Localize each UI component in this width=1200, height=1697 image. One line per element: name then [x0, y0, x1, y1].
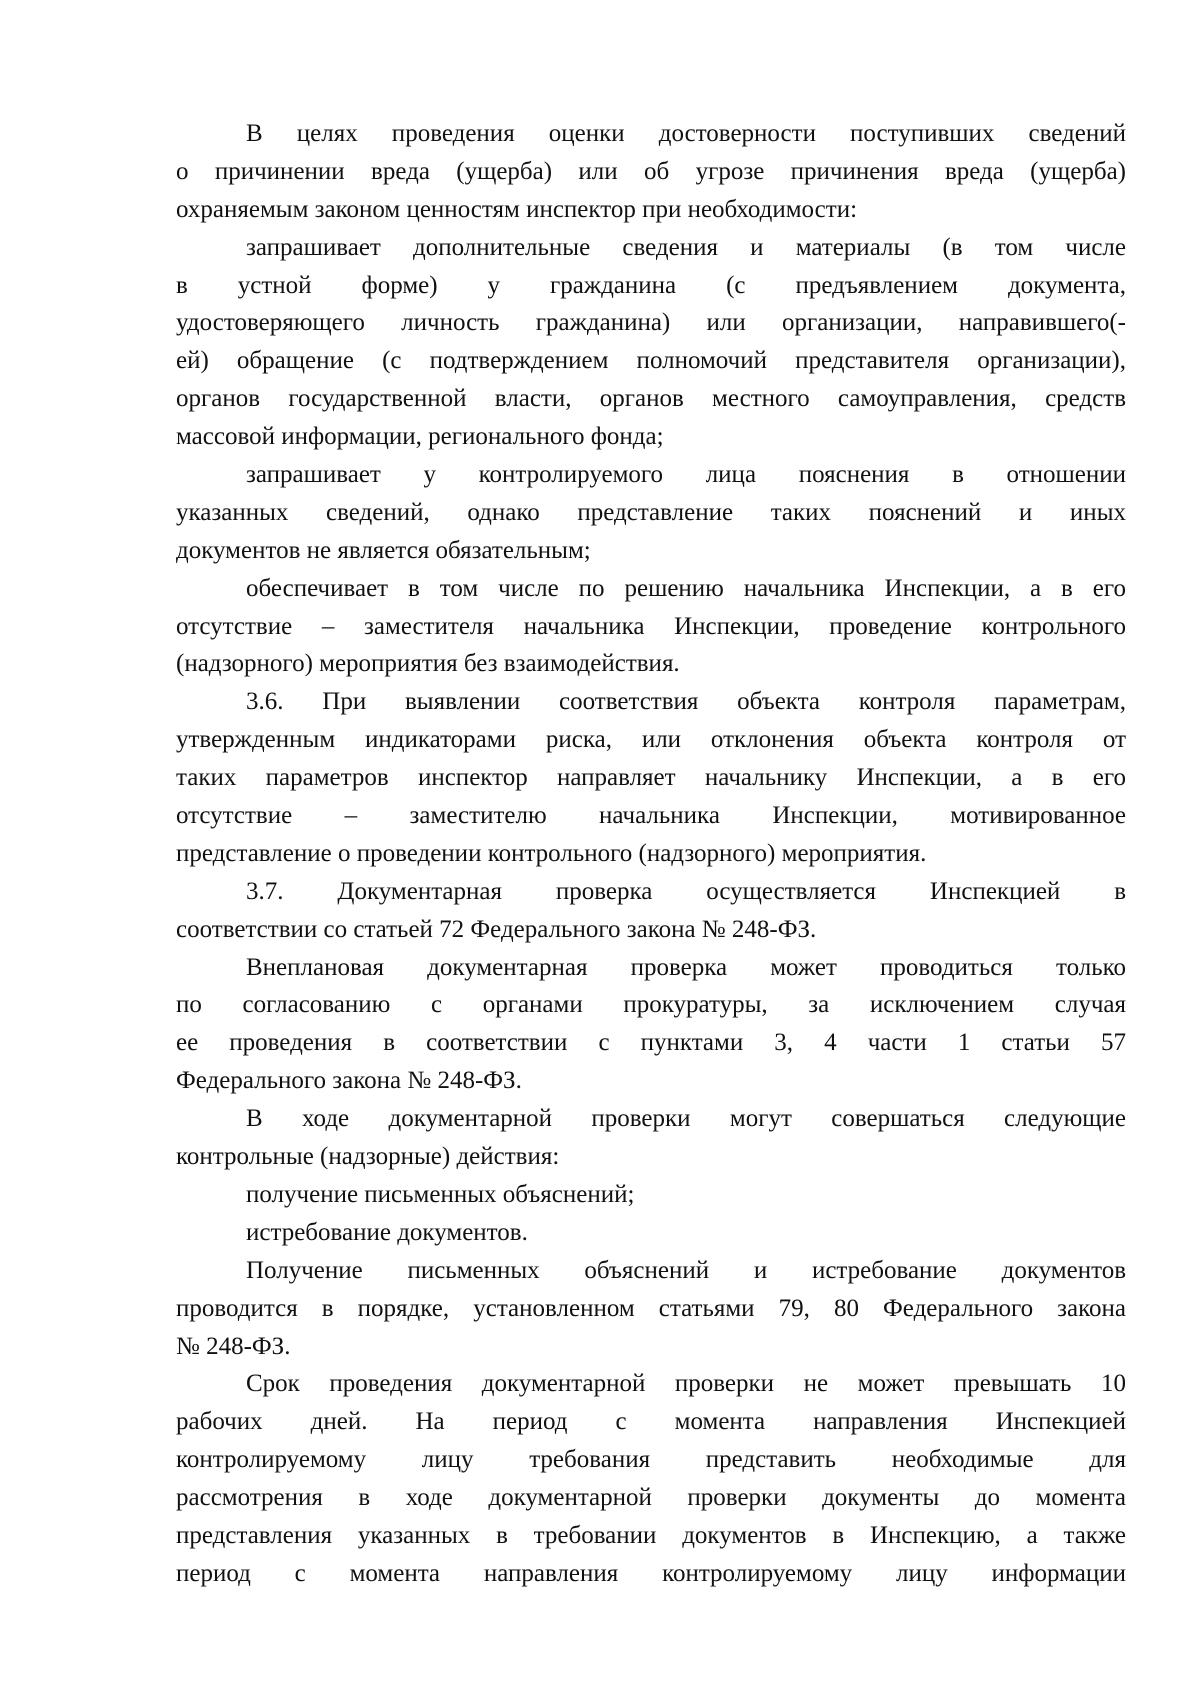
text-line: по согласованию с органами прокуратуры, за исключением случая: [176, 991, 1126, 1019]
text-line: указанных сведений, однако представление таких пояснений и иных: [176, 498, 1126, 526]
text-line: отсутствие – заместителя начальника Инспекции, проведение контрольного: [176, 612, 1126, 640]
text-line: Федерального закона № 248-ФЗ.: [176, 1067, 522, 1095]
text-line: получение письменных объяснений;: [246, 1180, 635, 1208]
text-line: в устной форме) у гражданина (с предъявлением документа,: [176, 271, 1126, 299]
text-line: рабочих дней. На период с момента направления Инспекцией: [176, 1408, 1126, 1436]
text-line: истребование документов.: [246, 1218, 528, 1246]
text-line: охраняемым законом ценностям инспектор при необходимости:: [176, 195, 858, 223]
text-line: № 248-ФЗ.: [176, 1332, 291, 1360]
text-line: удостоверяющего личность гражданина) или организации, направившего(-: [176, 309, 1126, 337]
text-line: запрашивает дополнительные сведения и материалы (в том числе: [246, 233, 1126, 261]
text-line: ей) обращение (с подтверждением полномочий представителя организации),: [176, 347, 1126, 375]
text-line: утвержденным индикаторами риска, или отклонения объекта контроля от: [176, 726, 1126, 754]
text-line: контролируемому лицу требования представить необходимые для: [176, 1446, 1126, 1474]
text-line: Получение письменных объяснений и истребование документов: [246, 1256, 1126, 1284]
text-line: документов не является обязательным;: [176, 536, 591, 564]
text-line: В целях проведения оценки достоверности поступивших сведений: [246, 120, 1126, 147]
text-line: представления указанных в требовании документов в Инспекцию, а также: [176, 1521, 1126, 1549]
text-line: период с момента направления контролируемому лицу информации: [176, 1559, 1126, 1587]
text-line: обеспечивает в том числе по решению начальника Инспекции, а в его: [246, 574, 1126, 602]
text-line: о причинении вреда (ущерба) или об угрозе причинения вреда (ущерба): [176, 157, 1126, 185]
text-line: органов государственной власти, органов местного самоуправления, средств: [176, 385, 1126, 413]
text-line: 3.6. При выявлении соответствия объекта контроля параметрам,: [246, 688, 1126, 716]
text-line: соответствии со статьей 72 Федерального закона № 248-ФЗ.: [176, 915, 817, 943]
text-line: (надзорного) мероприятия без взаимодействия.: [176, 650, 680, 678]
document-body: [176, 115, 1126, 1593]
text-line: Срок проведения документарной проверки не может превышать 10: [246, 1370, 1126, 1398]
text-line: отсутствие – заместителю начальника Инспекции, мотивированное: [176, 802, 1126, 830]
text-line: массовой информации, регионального фонда;: [176, 423, 664, 451]
text-line: контрольные (надзорные) действия:: [176, 1143, 560, 1171]
text-line: представление о проведении контрольного (надзорного) мероприятия.: [176, 839, 927, 867]
text-line: таких параметров инспектор направляет начальнику Инспекции, а в его: [176, 764, 1126, 792]
text-line: ее проведения в соответствии с пунктами 3, 4 части 1 статьи 57: [176, 1029, 1126, 1057]
text-line: запрашивает у контролируемого лица пояснения в отношении: [246, 461, 1126, 489]
text-line: 3.7. Документарная проверка осуществляется Инспекцией в: [246, 877, 1126, 905]
text-line: Внеплановая документарная проверка может проводиться только: [246, 953, 1126, 981]
text-line: рассмотрения в ходе документарной проверки документы до момента: [176, 1484, 1126, 1512]
text-line: проводится в порядке, установленном статьями 79, 80 Федерального закона: [176, 1294, 1126, 1322]
text-line: В ходе документарной проверки могут совершаться следующие: [246, 1105, 1126, 1133]
